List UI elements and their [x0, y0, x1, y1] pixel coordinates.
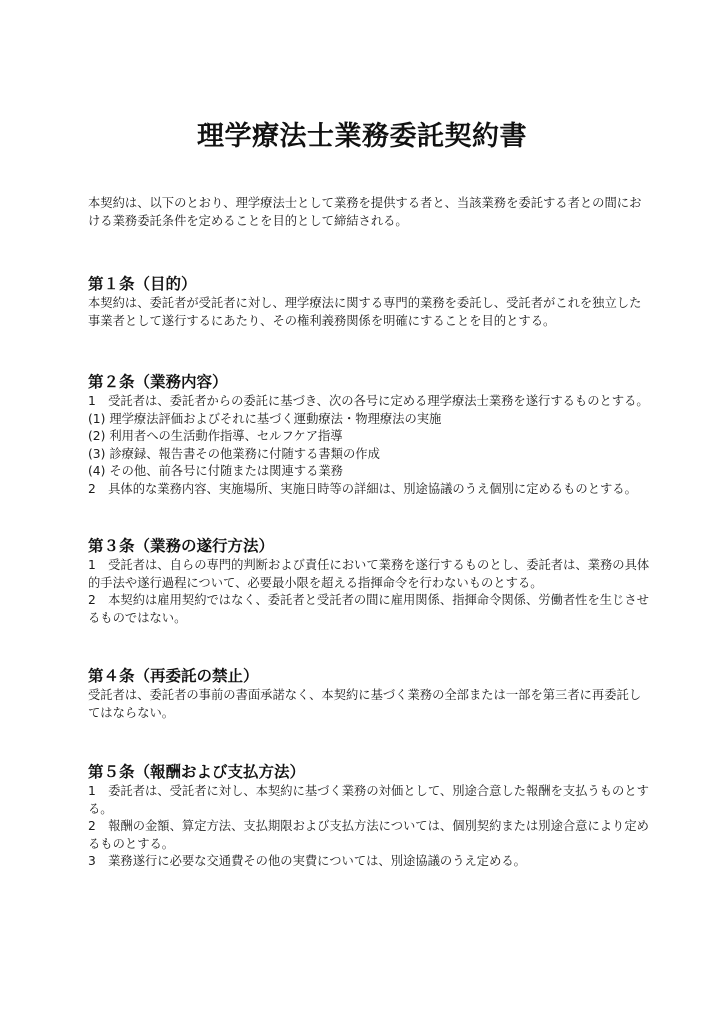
article-paragraph: 受託者は、委託者の事前の書面承諾なく、本契約に基づく業務の全部または一部を第三者に再委託してはならない。: [88, 688, 642, 720]
article-heading: 第３条（業務の遂行方法）: [88, 537, 275, 555]
document-title: 理学療法士業務委託契約書: [197, 121, 527, 152]
article-paragraph: 2 報酬の金額、算定方法、支払期限および支払方法については、個別契約または別途合意により定めるものとする。: [88, 819, 649, 851]
article-paragraph: 1 受託者は、自らの専門的判断および責任において業務を遂行するものとし、委託者は、業務の具体的手法や遂行過程について、必要最小限を超える指揮命令を行わないものとする。: [88, 558, 650, 590]
article-3: [88, 536, 653, 627]
article-heading: 第４条（再委託の禁止）: [88, 667, 259, 685]
article-list-item: (2) 利用者への生活動作指導、セルフケア指導: [88, 429, 343, 443]
article-paragraph: 1 委託者は、受託者に対し、本契約に基づく業務の対価として、別途合意した報酬を支払うものとする。: [88, 784, 649, 816]
article-heading: 第５条（報酬および支払方法）: [88, 763, 306, 781]
article-paragraph: 本契約は、委託者が受託者に対し、理学療法に関する専門的業務を委託し、受託者がこれを独立した事業者として遂行するにあたり、その権利義務関係を明確にすることを目的とする。: [88, 296, 642, 328]
article-list-item: (3) 診療録、報告書その他業務に付随する書類の作成: [88, 446, 380, 461]
article-paragraph: 2 本契約は雇用契約ではなく、委託者と受託者の間に雇用関係、指揮命令関係、労働者性を生じさせるものではない。: [88, 593, 649, 625]
article-heading: 第２条（業務内容）: [88, 373, 228, 391]
article-list-item: (4) その他、前各号に付随または関連する業務: [88, 464, 343, 478]
article-paragraph: 2 具体的な業務内容、実施場所、実施日時等の詳細は、別途協議のうえ個別に定めるものとする。: [88, 481, 637, 496]
article-heading: 第１条（目的）: [88, 275, 197, 293]
article-1: [88, 274, 653, 330]
article-4: [88, 666, 653, 722]
article-paragraph: 1 受託者は、委託者からの委託に基づき、次の各号に定める理学療法士業務を遂行するものとする。: [88, 394, 649, 408]
article-list-item: (1) 理学療法評価およびそれに基づく運動療法・物理療法の実施: [88, 411, 442, 426]
article-2: [88, 372, 653, 498]
intro-paragraph: 本契約は、以下のとおり、理学療法士として業務を提供する者と、当該業務を委託する者との間における業務委託条件を定めることを目的として締結される。: [88, 196, 642, 228]
article-5: [88, 762, 653, 871]
article-paragraph: 3 業務遂行に必要な交通費その他の実費については、別途協議のうえ定める。: [88, 854, 526, 868]
